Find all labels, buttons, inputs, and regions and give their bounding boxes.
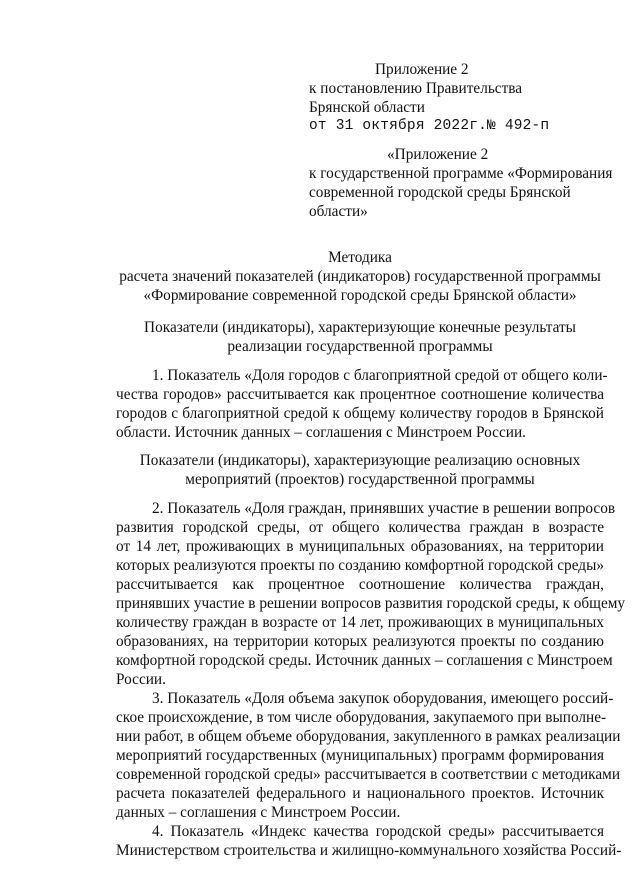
paragraph-3-line: 3. Показатель «Доля объема закупок оборудования, имеющего россий- — [152, 690, 614, 707]
paragraph-2-line: количеству граждан в возрасте от 14 лет, проживающих в муниципальных — [116, 614, 604, 631]
section-2-heading-line-2: мероприятий (проектов) государственной программы — [185, 471, 535, 488]
section-2-heading — [100, 451, 620, 489]
paragraph-2-line: комфортной городской среды. Источник данных – соглашения с Минстроем — [116, 652, 613, 669]
paragraph-1 — [116, 366, 608, 442]
section-2-heading-line-1: Показатели (индикаторы), характеризующие реализацию основных — [139, 452, 581, 469]
paragraph-2 — [116, 499, 626, 689]
section-1-heading-line-1: Показатели (индикаторы), характеризующие конечные результаты — [144, 319, 576, 336]
paragraph-2-line: 2. Показатель «Доля граждан, принявших участие в решении вопросов — [152, 500, 616, 517]
paragraph-2-line: от 14 лет, проживающих в муниципальных образованиях, на территории — [116, 538, 604, 555]
appendix-title: Приложение 2 — [375, 61, 469, 78]
appendix-region-line: Брянской области — [309, 99, 425, 116]
paragraph-2-line: которых реализуются проекты по созданию комфортной городской среды» — [116, 557, 604, 574]
paragraph-1-line: чества городов» рассчитывается как процентное соотношение количества — [116, 386, 604, 403]
paragraph-2-line: принявших участие в решении вопросов развития городской среды, к общему — [116, 595, 626, 612]
paragraph-4-line: 4. Показатель «Индекс качества городской среды» рассчитывается — [152, 823, 604, 840]
program-appendix-line-2: к государственной программе «Формирования — [309, 165, 613, 182]
program-appendix-header — [309, 145, 613, 221]
title-line-1: Методика — [328, 249, 392, 266]
paragraph-3-line: современной городской среды» рассчитывается в соответствии с методиками — [116, 766, 621, 783]
paragraph-3-line: ское происхождение, в том числе оборудования, закупаемого при выполне- — [116, 709, 607, 726]
paragraph-2-line: развития городской среды, от общего количества граждан в возрасте — [116, 519, 604, 536]
title-line-3: «Формирование современной городской среды Брянской области» — [143, 287, 577, 304]
document-title — [100, 248, 620, 305]
appendix-decree-line: к постановлению Правительства — [309, 80, 523, 97]
paragraph-2-line: рассчитывается как процентное соотношение количества граждан, — [116, 576, 604, 593]
paragraph-1-line: области. Источник данных – соглашения с Минстроем России. — [116, 424, 526, 441]
program-appendix-title: «Приложение 2 — [387, 146, 489, 163]
appendix-date-line: от 31 октября 2022г.№ 492-п — [309, 118, 550, 134]
section-1-heading — [100, 318, 620, 356]
paragraph-1-line: городов с благоприятной средой к общему количеству городов в Брянской — [116, 405, 604, 422]
appendix-header — [309, 60, 609, 136]
program-appendix-line-4: области» — [309, 203, 368, 220]
paragraph-4-line: Министерством строительства и жилищно-коммунального хозяйства Россий- — [116, 842, 622, 859]
paragraph-4 — [116, 822, 622, 860]
paragraph-3-line: данных – соглашения с Минстроем России. — [116, 804, 401, 821]
paragraph-1-line: 1. Показатель «Доля городов с благоприятной средой от общего коли- — [152, 367, 608, 384]
title-line-2: расчета значений показателей (индикаторов) государственной программы — [119, 268, 601, 285]
paragraph-3-line: нии работ, в общем объеме оборудования, закупленного в рамках реализации — [116, 728, 621, 745]
paragraph-3 — [116, 689, 621, 822]
section-1-heading-line-2: реализации государственной программы — [227, 338, 493, 355]
paragraph-3-line: мероприятий государственных (муниципальных) программ формирования — [116, 747, 604, 764]
paragraph-2-line: образованиях, на территории которых реализуются проекты по созданию — [116, 633, 604, 650]
paragraph-3-line: расчета показателей федерального и национального проектов. Источник — [116, 785, 604, 802]
paragraph-2-line: России. — [116, 671, 166, 688]
program-appendix-line-3: современной городской среды Брянской — [309, 184, 571, 201]
